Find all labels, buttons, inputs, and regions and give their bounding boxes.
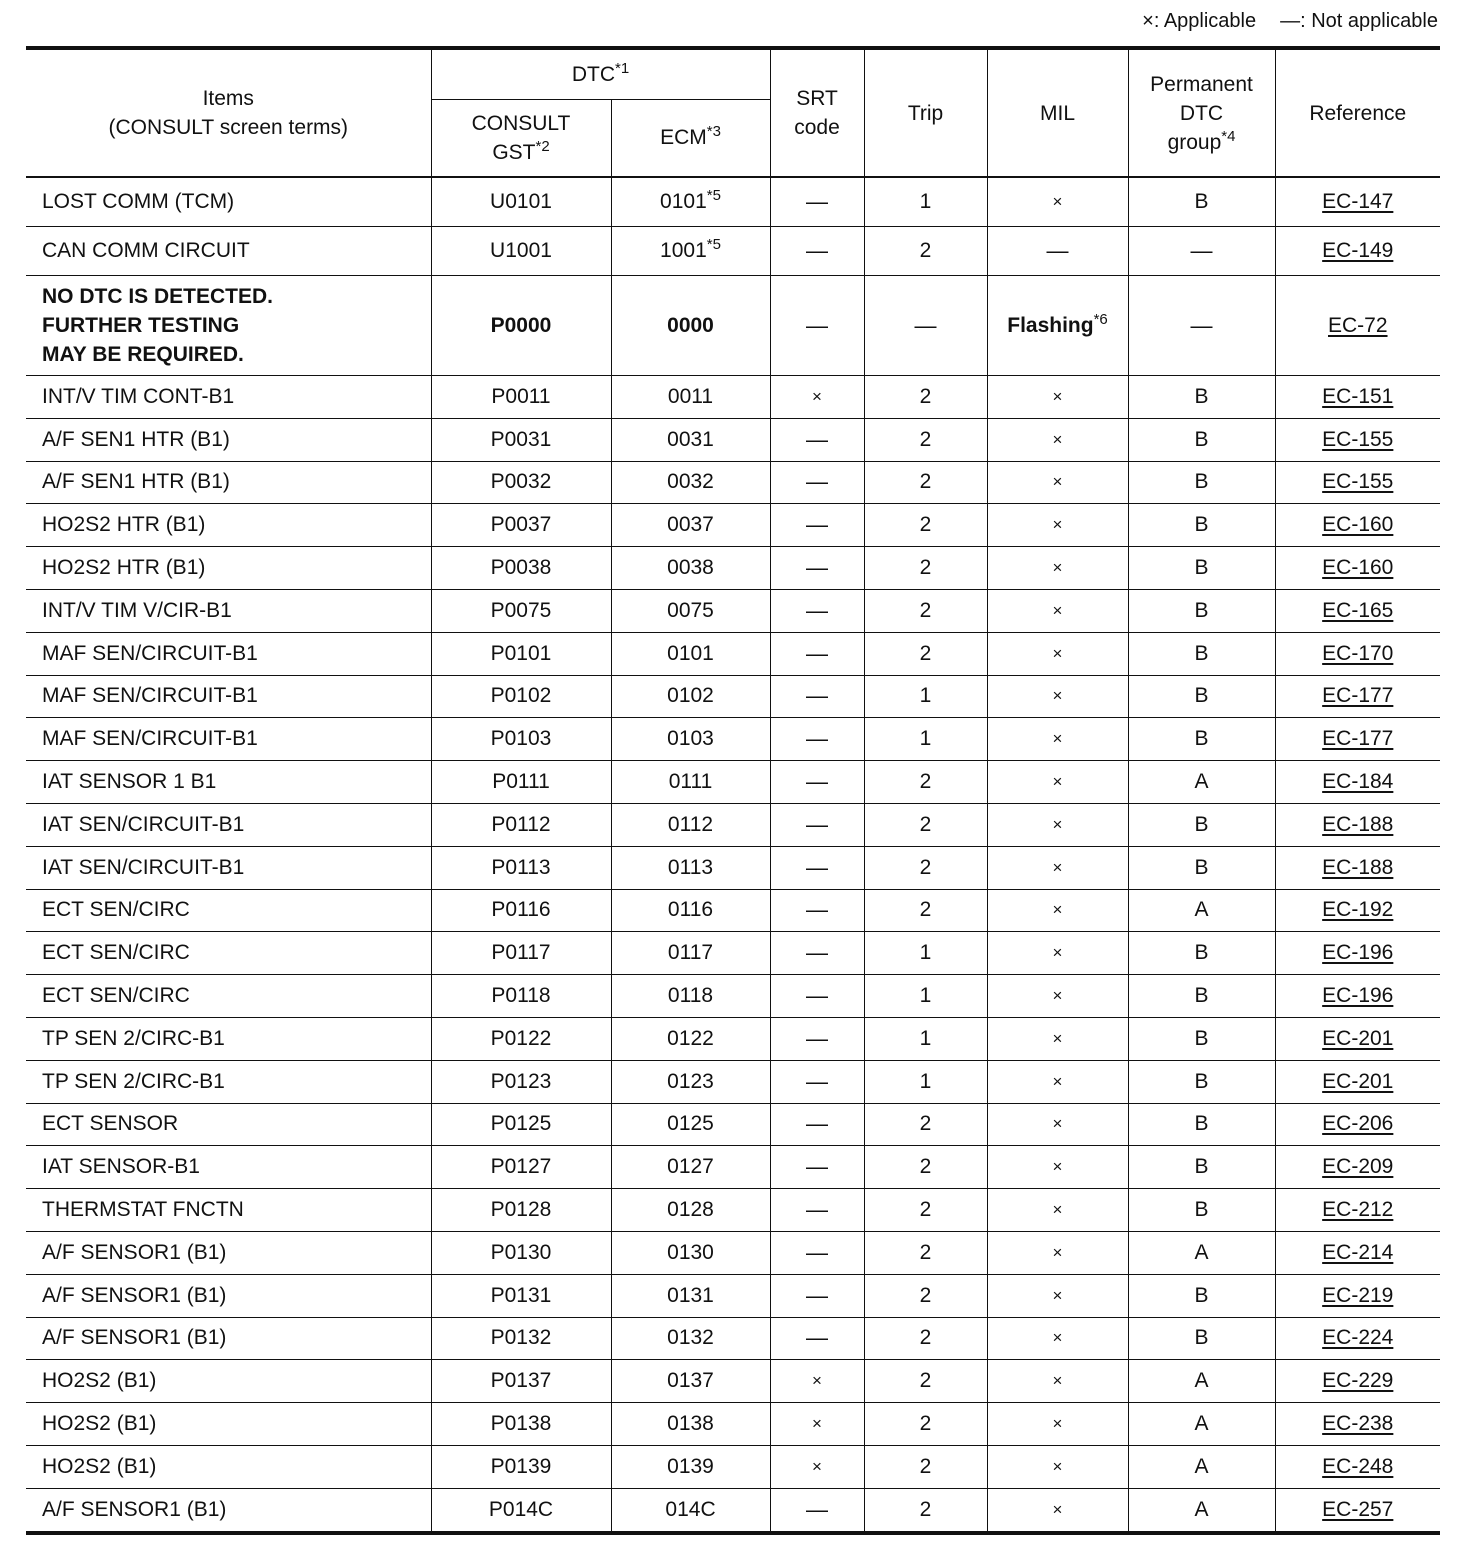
perm-cell: B xyxy=(1128,718,1275,761)
consult-cell: P0118 xyxy=(431,975,611,1018)
ecm-cell: 0111 xyxy=(611,761,770,804)
item-cell: HO2S2 (B1) xyxy=(26,1360,431,1403)
trip-cell: 1 xyxy=(864,932,987,975)
item-cell: TP SEN 2/CIRC-B1 xyxy=(26,1060,431,1103)
trip-cell: 2 xyxy=(864,1360,987,1403)
table-row xyxy=(26,1189,1440,1232)
consult-cell: P0117 xyxy=(431,932,611,975)
consult-cell: P0112 xyxy=(431,803,611,846)
reference-link[interactable]: EC-147 xyxy=(1275,177,1440,227)
trip-cell: 2 xyxy=(864,1445,987,1488)
item-cell: IAT SENSOR-B1 xyxy=(26,1146,431,1189)
table-row xyxy=(26,1403,1440,1446)
trip-cell: 2 xyxy=(864,589,987,632)
trip-cell: 1 xyxy=(864,675,987,718)
consult-cell: P0075 xyxy=(431,589,611,632)
item-cell: ECT SENSOR xyxy=(26,1103,431,1146)
item-cell: THERMSTAT FNCTN xyxy=(26,1189,431,1232)
reference-link[interactable]: EC-196 xyxy=(1275,975,1440,1018)
srt-cell: — xyxy=(770,589,864,632)
perm-cell: A xyxy=(1128,1488,1275,1532)
item-cell: LOST COMM (TCM) xyxy=(26,177,431,227)
reference-link[interactable]: EC-170 xyxy=(1275,632,1440,675)
perm-cell: B xyxy=(1128,1146,1275,1189)
trip-cell: 2 xyxy=(864,504,987,547)
reference-link[interactable]: EC-188 xyxy=(1275,846,1440,889)
item-cell: IAT SEN/CIRCUIT-B1 xyxy=(26,803,431,846)
reference-link[interactable]: EC-224 xyxy=(1275,1317,1440,1360)
perm-cell: A xyxy=(1128,889,1275,932)
trip-cell: 2 xyxy=(864,1146,987,1189)
item-cell: MAF SEN/CIRCUIT-B1 xyxy=(26,718,431,761)
srt-cell: — xyxy=(770,276,864,376)
trip-cell: 2 xyxy=(864,632,987,675)
reference-link[interactable]: EC-155 xyxy=(1275,461,1440,504)
perm-cell: A xyxy=(1128,1403,1275,1446)
perm-cell: B xyxy=(1128,504,1275,547)
consult-cell: P0131 xyxy=(431,1274,611,1317)
srt-cell: — xyxy=(770,761,864,804)
mil-cell: × xyxy=(987,504,1128,547)
mil-cell: × xyxy=(987,461,1128,504)
consult-cell: P0122 xyxy=(431,1017,611,1060)
srt-cell: — xyxy=(770,675,864,718)
consult-cell: P0101 xyxy=(431,632,611,675)
mil-cell: × xyxy=(987,975,1128,1018)
trip-cell: 2 xyxy=(864,547,987,590)
item-cell: INT/V TIM CONT-B1 xyxy=(26,376,431,419)
ecm-cell: 0103 xyxy=(611,718,770,761)
ecm-cell: 0112 xyxy=(611,803,770,846)
reference-link[interactable]: EC-201 xyxy=(1275,1017,1440,1060)
trip-cell: — xyxy=(864,276,987,376)
consult-cell: P0031 xyxy=(431,418,611,461)
table-row xyxy=(26,675,1440,718)
table-row xyxy=(26,1146,1440,1189)
ecm-cell: 0137 xyxy=(611,1360,770,1403)
srt-cell: — xyxy=(770,547,864,590)
table-row xyxy=(26,1060,1440,1103)
reference-link[interactable]: EC-188 xyxy=(1275,803,1440,846)
table-row xyxy=(26,932,1440,975)
mil-cell: — xyxy=(987,227,1128,276)
srt-cell: — xyxy=(770,177,864,227)
ecm-cell: 0130 xyxy=(611,1231,770,1274)
header-mil: MIL xyxy=(987,48,1128,177)
legend xyxy=(1142,10,1438,33)
reference-link[interactable]: EC-196 xyxy=(1275,932,1440,975)
perm-cell: B xyxy=(1128,803,1275,846)
perm-cell: B xyxy=(1128,1189,1275,1232)
ecm-cell: 0117 xyxy=(611,932,770,975)
trip-cell: 1 xyxy=(864,975,987,1018)
consult-cell: P0011 xyxy=(431,376,611,419)
ecm-cell: 0032 xyxy=(611,461,770,504)
mil-cell: × xyxy=(987,675,1128,718)
trip-cell: 2 xyxy=(864,803,987,846)
table-row xyxy=(26,547,1440,590)
trip-cell: 2 xyxy=(864,1189,987,1232)
mil-cell: × xyxy=(987,376,1128,419)
trip-cell: 2 xyxy=(864,1403,987,1446)
srt-cell: — xyxy=(770,418,864,461)
consult-cell: P0038 xyxy=(431,547,611,590)
trip-cell: 2 xyxy=(864,1317,987,1360)
mil-cell: × xyxy=(987,761,1128,804)
consult-cell: P0125 xyxy=(431,1103,611,1146)
item-cell: MAF SEN/CIRCUIT-B1 xyxy=(26,675,431,718)
srt-cell: — xyxy=(770,1103,864,1146)
header-items: Items (CONSULT screen terms) xyxy=(26,48,431,177)
reference-link[interactable]: EC-184 xyxy=(1275,761,1440,804)
table-row xyxy=(26,1231,1440,1274)
mil-cell: × xyxy=(987,1317,1128,1360)
table-row xyxy=(26,761,1440,804)
table-row xyxy=(26,1103,1440,1146)
consult-cell: P0139 xyxy=(431,1445,611,1488)
srt-cell: — xyxy=(770,1017,864,1060)
reference-link[interactable]: EC-238 xyxy=(1275,1403,1440,1446)
item-cell: ECT SEN/CIRC xyxy=(26,975,431,1018)
consult-cell: P0103 xyxy=(431,718,611,761)
ecm-cell: 0122 xyxy=(611,1017,770,1060)
ecm-cell: 0113 xyxy=(611,846,770,889)
perm-cell: B xyxy=(1128,1103,1275,1146)
srt-cell: — xyxy=(770,718,864,761)
ecm-cell: 0000 xyxy=(611,276,770,376)
consult-cell: P0132 xyxy=(431,1317,611,1360)
reference-link[interactable]: EC-72 xyxy=(1275,276,1440,376)
trip-cell: 2 xyxy=(864,846,987,889)
table-row xyxy=(26,803,1440,846)
reference-link[interactable]: EC-160 xyxy=(1275,504,1440,547)
header-srt-code: SRT code xyxy=(770,48,864,177)
mil-cell: × xyxy=(987,1060,1128,1103)
table-row xyxy=(26,227,1440,276)
dtc-index-table xyxy=(26,46,1440,1535)
ecm-cell: 0131 xyxy=(611,1274,770,1317)
header-ecm: ECM$^{*3}$ xyxy=(611,99,770,177)
perm-cell: B xyxy=(1128,1274,1275,1317)
table-row xyxy=(26,1274,1440,1317)
mil-cell: × xyxy=(987,1146,1128,1189)
item-cell: HO2S2 HTR (B1) xyxy=(26,547,431,590)
ecm-cell: 0038 xyxy=(611,547,770,590)
item-cell: A/F SEN1 HTR (B1) xyxy=(26,461,431,504)
ecm-cell: 0101 xyxy=(611,632,770,675)
mil-cell: × xyxy=(987,589,1128,632)
trip-cell: 1 xyxy=(864,718,987,761)
perm-cell: B xyxy=(1128,589,1275,632)
perm-cell: A xyxy=(1128,1360,1275,1403)
header-trip: Trip xyxy=(864,48,987,177)
table-row xyxy=(26,1445,1440,1488)
srt-cell: — xyxy=(770,1060,864,1103)
item-cell: HO2S2 (B1) xyxy=(26,1445,431,1488)
trip-cell: 2 xyxy=(864,461,987,504)
reference-link[interactable]: EC-212 xyxy=(1275,1189,1440,1232)
reference-link[interactable]: EC-165 xyxy=(1275,589,1440,632)
table-row xyxy=(26,632,1440,675)
mil-cell: × xyxy=(987,718,1128,761)
reference-link[interactable]: EC-257 xyxy=(1275,1488,1440,1532)
table-row xyxy=(26,376,1440,419)
item-cell: TP SEN 2/CIRC-B1 xyxy=(26,1017,431,1060)
consult-cell: P0130 xyxy=(431,1231,611,1274)
item-cell: INT/V TIM V/CIR-B1 xyxy=(26,589,431,632)
perm-cell: B xyxy=(1128,846,1275,889)
srt-cell: — xyxy=(770,975,864,1018)
table-row xyxy=(26,589,1440,632)
srt-cell: — xyxy=(770,227,864,276)
ecm-cell: 0123 xyxy=(611,1060,770,1103)
mil-cell: × xyxy=(987,803,1128,846)
srt-cell: — xyxy=(770,889,864,932)
trip-cell: 1 xyxy=(864,177,987,227)
trip-cell: 1 xyxy=(864,1060,987,1103)
mil-cell: × xyxy=(987,418,1128,461)
consult-cell: P0116 xyxy=(431,889,611,932)
perm-cell: B xyxy=(1128,1317,1275,1360)
header-dtc: DTC$^{*1}$ xyxy=(431,48,770,99)
srt-cell: × xyxy=(770,1403,864,1446)
mil-cell: × xyxy=(987,1360,1128,1403)
table-row xyxy=(26,889,1440,932)
trip-cell: 2 xyxy=(864,1488,987,1532)
srt-cell: — xyxy=(770,1488,864,1532)
trip-cell: 2 xyxy=(864,1103,987,1146)
perm-cell: B xyxy=(1128,975,1275,1018)
ecm-cell: 0101$^{*5}$ xyxy=(611,177,770,227)
mil-cell: × xyxy=(987,932,1128,975)
table-row xyxy=(26,177,1440,227)
consult-cell: P0123 xyxy=(431,1060,611,1103)
reference-link[interactable]: EC-192 xyxy=(1275,889,1440,932)
ecm-cell: 0075 xyxy=(611,589,770,632)
srt-cell: — xyxy=(770,846,864,889)
item-cell: ECT SEN/CIRC xyxy=(26,932,431,975)
srt-cell: — xyxy=(770,1274,864,1317)
ecm-cell: 0127 xyxy=(611,1146,770,1189)
ecm-cell: 0138 xyxy=(611,1403,770,1446)
srt-cell: — xyxy=(770,504,864,547)
srt-cell: — xyxy=(770,1231,864,1274)
consult-cell: P0113 xyxy=(431,846,611,889)
perm-cell: B xyxy=(1128,1017,1275,1060)
item-cell: HO2S2 HTR (B1) xyxy=(26,504,431,547)
mil-cell: × xyxy=(987,1103,1128,1146)
item-cell: ECT SEN/CIRC xyxy=(26,889,431,932)
mil-cell: × xyxy=(987,1403,1128,1446)
mil-cell: × xyxy=(987,1274,1128,1317)
reference-link[interactable]: EC-229 xyxy=(1275,1360,1440,1403)
reference-link[interactable]: EC-151 xyxy=(1275,376,1440,419)
mil-cell: × xyxy=(987,632,1128,675)
reference-link[interactable]: EC-177 xyxy=(1275,675,1440,718)
consult-cell: P0037 xyxy=(431,504,611,547)
legend-applicable: ×: Applicable xyxy=(1142,10,1257,32)
reference-link[interactable]: EC-206 xyxy=(1275,1103,1440,1146)
reference-link[interactable]: EC-248 xyxy=(1275,1445,1440,1488)
perm-cell: — xyxy=(1128,227,1275,276)
table-row xyxy=(26,1017,1440,1060)
consult-cell: P0000 xyxy=(431,276,611,376)
consult-cell: P0128 xyxy=(431,1189,611,1232)
table-row xyxy=(26,846,1440,889)
consult-cell: P0127 xyxy=(431,1146,611,1189)
consult-cell: P0032 xyxy=(431,461,611,504)
perm-cell: B xyxy=(1128,632,1275,675)
legend-not-applicable: —: Not applicable xyxy=(1280,10,1438,32)
ecm-cell: 1001$^{*5}$ xyxy=(611,227,770,276)
trip-cell: 1 xyxy=(864,1017,987,1060)
reference-link[interactable]: EC-155 xyxy=(1275,418,1440,461)
perm-cell: B xyxy=(1128,932,1275,975)
perm-cell: A xyxy=(1128,1445,1275,1488)
consult-cell: P0111 xyxy=(431,761,611,804)
trip-cell: 2 xyxy=(864,761,987,804)
ecm-cell: 0128 xyxy=(611,1189,770,1232)
header-reference: Reference xyxy=(1275,48,1440,177)
perm-cell: — xyxy=(1128,276,1275,376)
table-row xyxy=(26,1317,1440,1360)
item-cell: IAT SEN/CIRCUIT-B1 xyxy=(26,846,431,889)
ecm-cell: 0139 xyxy=(611,1445,770,1488)
srt-cell: × xyxy=(770,376,864,419)
mil-cell: × xyxy=(987,1017,1128,1060)
srt-cell: — xyxy=(770,1146,864,1189)
mil-cell: × xyxy=(987,1189,1128,1232)
table-row xyxy=(26,504,1440,547)
item-cell: CAN COMM CIRCUIT xyxy=(26,227,431,276)
trip-cell: 2 xyxy=(864,1231,987,1274)
ecm-cell: 0037 xyxy=(611,504,770,547)
mil-cell: × xyxy=(987,889,1128,932)
consult-cell: U0101 xyxy=(431,177,611,227)
perm-cell: A xyxy=(1128,761,1275,804)
item-cell: A/F SEN1 HTR (B1) xyxy=(26,418,431,461)
reference-link[interactable]: EC-201 xyxy=(1275,1060,1440,1103)
mil-cell: × xyxy=(987,1445,1128,1488)
header-consult-gst: CONSULT GST$^{*2}$ xyxy=(431,99,611,177)
perm-cell: B xyxy=(1128,418,1275,461)
table-row xyxy=(26,1360,1440,1403)
reference-link[interactable]: EC-149 xyxy=(1275,227,1440,276)
consult-cell: P0137 xyxy=(431,1360,611,1403)
item-cell: HO2S2 (B1) xyxy=(26,1403,431,1446)
mil-cell: × xyxy=(987,547,1128,590)
ecm-cell: 014C xyxy=(611,1488,770,1532)
ecm-cell: 0031 xyxy=(611,418,770,461)
consult-cell: P0102 xyxy=(431,675,611,718)
mil-cell: × xyxy=(987,1488,1128,1532)
perm-cell: B xyxy=(1128,376,1275,419)
perm-cell: B xyxy=(1128,177,1275,227)
srt-cell: × xyxy=(770,1445,864,1488)
table-row xyxy=(26,418,1440,461)
mil-cell: × xyxy=(987,846,1128,889)
trip-cell: 2 xyxy=(864,1274,987,1317)
item-cell: A/F SENSOR1 (B1) xyxy=(26,1231,431,1274)
trip-cell: 2 xyxy=(864,376,987,419)
table-row xyxy=(26,461,1440,504)
mil-cell: × xyxy=(987,1231,1128,1274)
header-permanent-dtc-group: Permanent DTC group$^{*4}$ xyxy=(1128,48,1275,177)
reference-link[interactable]: EC-219 xyxy=(1275,1274,1440,1317)
perm-cell: A xyxy=(1128,1231,1275,1274)
reference-link[interactable]: EC-214 xyxy=(1275,1231,1440,1274)
perm-cell: B xyxy=(1128,675,1275,718)
srt-cell: — xyxy=(770,461,864,504)
ecm-cell: 0132 xyxy=(611,1317,770,1360)
reference-link[interactable]: EC-177 xyxy=(1275,718,1440,761)
trip-cell: 2 xyxy=(864,418,987,461)
consult-cell: P014C xyxy=(431,1488,611,1532)
table-row xyxy=(26,1488,1440,1532)
srt-cell: — xyxy=(770,803,864,846)
table-row xyxy=(26,276,1440,376)
ecm-cell: 0102 xyxy=(611,675,770,718)
srt-cell: — xyxy=(770,932,864,975)
table-row xyxy=(26,975,1440,1018)
reference-link[interactable]: EC-160 xyxy=(1275,547,1440,590)
item-cell: A/F SENSOR1 (B1) xyxy=(26,1317,431,1360)
trip-cell: 2 xyxy=(864,227,987,276)
item-cell: A/F SENSOR1 (B1) xyxy=(26,1274,431,1317)
table-row xyxy=(26,718,1440,761)
perm-cell: B xyxy=(1128,547,1275,590)
item-cell: NO DTC IS DETECTED. FURTHER TESTING MAY BE REQUIRED. xyxy=(26,276,431,376)
perm-cell: B xyxy=(1128,1060,1275,1103)
srt-cell: — xyxy=(770,1317,864,1360)
srt-cell: × xyxy=(770,1360,864,1403)
perm-cell: B xyxy=(1128,461,1275,504)
reference-link[interactable]: EC-209 xyxy=(1275,1146,1440,1189)
trip-cell: 2 xyxy=(864,889,987,932)
srt-cell: — xyxy=(770,632,864,675)
consult-cell: U1001 xyxy=(431,227,611,276)
item-cell: IAT SENSOR 1 B1 xyxy=(26,761,431,804)
ecm-cell: 0118 xyxy=(611,975,770,1018)
item-cell: MAF SEN/CIRCUIT-B1 xyxy=(26,632,431,675)
ecm-cell: 0011 xyxy=(611,376,770,419)
mil-cell: Flashing$^{*6}$ xyxy=(987,276,1128,376)
srt-cell: — xyxy=(770,1189,864,1232)
mil-cell: × xyxy=(987,177,1128,227)
consult-cell: P0138 xyxy=(431,1403,611,1446)
ecm-cell: 0125 xyxy=(611,1103,770,1146)
item-cell: A/F SENSOR1 (B1) xyxy=(26,1488,431,1532)
ecm-cell: 0116 xyxy=(611,889,770,932)
